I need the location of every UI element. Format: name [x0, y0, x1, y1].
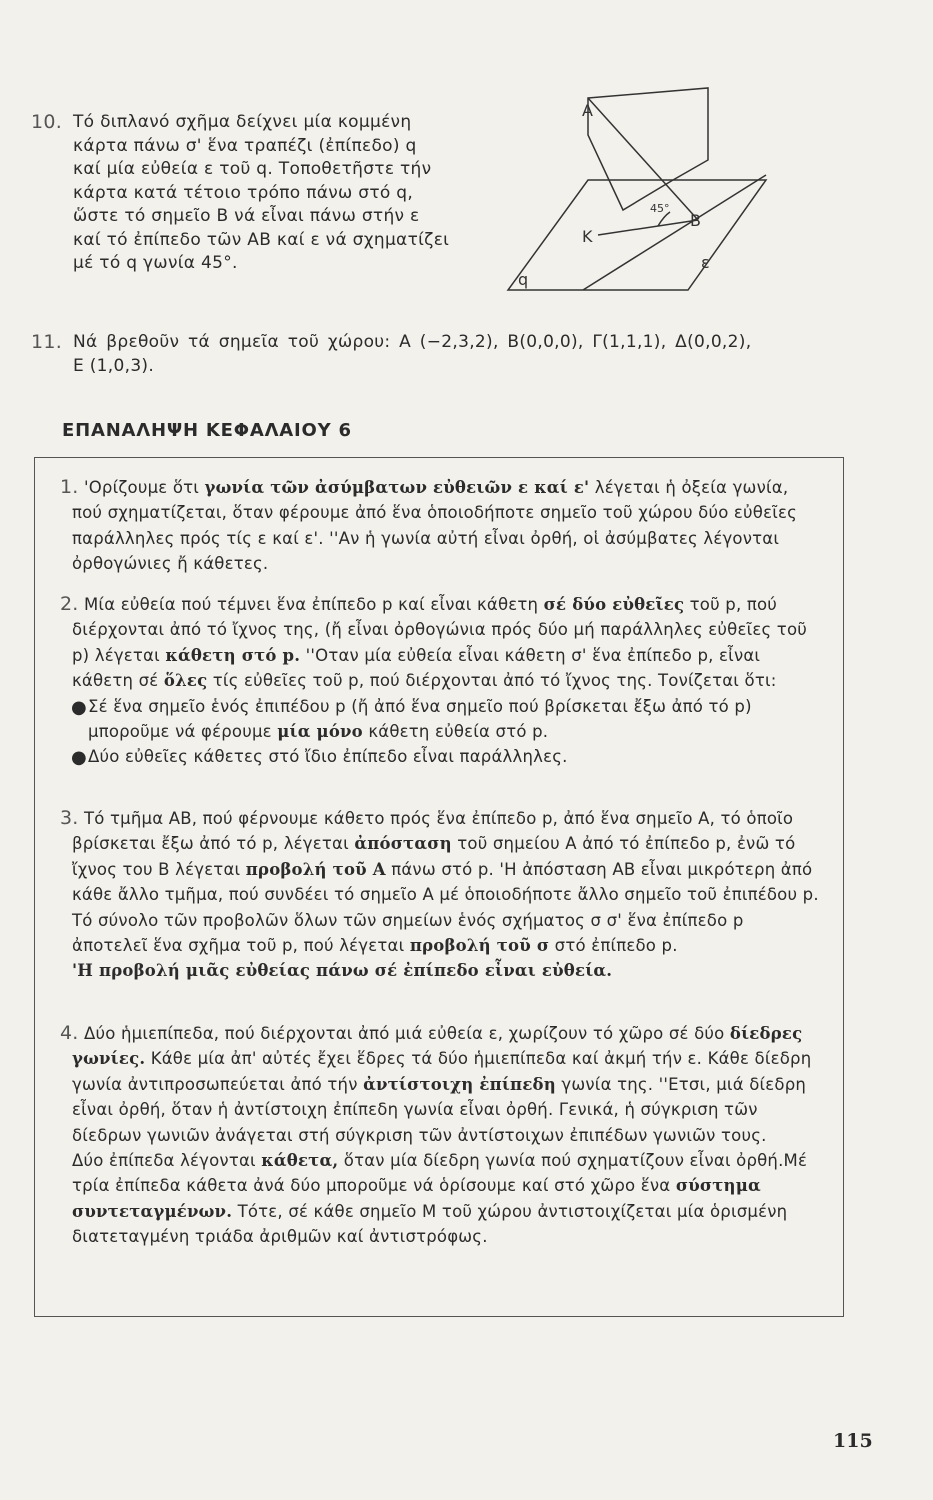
table-plane-q — [508, 180, 766, 290]
segment-ab — [588, 98, 698, 220]
bold-term: κάθετα, — [261, 1151, 339, 1171]
label-angle: 45° — [650, 202, 670, 215]
exercise-line: Νά βρεθοῦν τά σημεῖα τοῦ χώρου: Α (−2,3,2), Β(0,0,0), Γ(1,1,1), Δ(0,0,2), — [73, 332, 752, 352]
exercise-10 — [31, 111, 483, 276]
bold-term: κάθετη στό p. — [165, 645, 301, 665]
label-q: q — [518, 270, 529, 289]
bold-term: σύστημα συντεταγμένων. — [72, 1176, 761, 1221]
review-item-number: 1. — [60, 476, 79, 498]
exercise-11 — [31, 331, 848, 378]
bold-term: ὅλες — [163, 671, 208, 691]
review-paragraph — [72, 958, 822, 983]
review-paragraph: Τό σύνολο τῶν προβολῶν ὅλων τῶν σημείων ἑνός σχήματος σ σ' ἕνα ἐπίπεδο p ἀποτελεῖ ἕνα σχῆμα τοῦ p, πού λέγεται προβολή τοῦ σ στό ἐπίπεδο p. — [72, 910, 744, 956]
bold-term: ἀντίστοιχη ἐπίπεδη — [363, 1074, 556, 1094]
review-paragraph: Δύο ἐπίπεδα λέγονται κάθετα, ὅταν μία δίεδρη γωνία πού σχηματίζουν εἶναι ὀρθή.Μέ τρία ἐπίπεδα κάθετα ἀνά δύο μποροῦμε νά ὁρίσουμε καί στό χῶρο ἕνα σύστημα συντεταγμένων. Τότε, σέ κάθε σημεῖο Μ τοῦ χώρου ἀντιστοιχίζεται μία ὁρισμένη διατεταγμένη τριάδα ἀριθμῶν καί ἀντιστρόφως. — [72, 1151, 808, 1247]
review-item-2 — [60, 592, 822, 770]
bold-term: προβολή τοῦ σ — [409, 936, 550, 956]
review-paragraph: Δύο ἡμιεπίπεδα, πού διέρχονται ἀπό μιά εὐθεία ε, χωρίζουν τό χῶρο σέ δύο δίεδρες γωνίες. Κάθε μία ἀπ' αὐτές ἔχει ἕδρες τά δύο ἡμιεπίπεδα καί ἀκμή τήν ε. Κάθε δίεδρη γωνία ἀντιπροσωπεύεται ἀπό τήν ἀντίστοιχη ἐπίπεδη γωνία της. ''Ετσι, μιά δίεδρη εἶναι ὀρθή, ὅταν ἡ ἀντίστοιχη ἐπίπεδη γωνία εἶναι ὀρθή. Γενικά, ἡ σύγκριση τῶν δίεδρων γωνιῶν ἀνάγεται στή σύγκριση τῶν ἀντίστοιχων ἐπιπέδων γωνιῶν τους. — [72, 1024, 812, 1145]
cut-card — [588, 88, 708, 210]
exercise-number: 11. — [31, 331, 63, 353]
exercise-line: κάρτα κατά τέτοιο τρόπο πάνω στό q, — [73, 182, 414, 203]
bullet-dot-icon: ● — [71, 747, 87, 769]
review-item-3 — [60, 806, 822, 984]
review-item-1 — [60, 475, 822, 577]
exercise-number: 10. — [31, 111, 63, 133]
label-k: K — [582, 227, 593, 246]
label-e: ε — [701, 253, 710, 272]
exercise-line: κάρτα πάνω σ' ἕνα τραπέζι (ἐπίπεδο) q — [73, 135, 417, 156]
review-paragraph: Τό τμῆμα ΑΒ, πού φέρνουμε κάθετο πρός ἕνα ἐπίπεδο p, ἀπό ἕνα σημεῖο Α, τό ὁποῖο βρίσκεται ἔξω ἀπό τό p, λέγεται ἀπόσταση τοῦ σημείου Α ἀπό τό ἐπίπεδο p, ἐνῶ τό ἴχνος του Β λέγεται προβολή τοῦ Α πάνω στό p. 'Η ἀπόσταση ΑΒ εἶναι μικρότερη ἀπό κάθε ἄλλο τμῆμα, πού συνδέει τό σημεῖο Α μέ ὁποιοδήποτε ἄλλο σημεῖο τοῦ ἐπιπέδου p. — [72, 809, 819, 905]
bold-term: μία μόνο — [277, 722, 363, 742]
bold-term: ἀπόσταση — [354, 834, 452, 854]
exercise-line: καί τό ἐπίπεδο τῶν ΑΒ καί ε νά σχηματίζει — [73, 229, 450, 250]
exercise-line: μέ τό q γωνία 45°. — [73, 253, 238, 273]
bold-term: δίεδρες γωνίες. — [72, 1024, 803, 1069]
page-number: 115 — [833, 1430, 873, 1452]
label-a: A — [582, 101, 593, 120]
bold-term: γωνία τῶν ἀσύμβατων εὐθειῶν ε καί ε' — [204, 478, 590, 497]
bold-term: προβολή τοῦ Α — [245, 859, 386, 879]
exercise-line: Τό διπλανό σχῆμα δείχνει μία κομμένη — [73, 112, 412, 132]
review-item-number: 2. — [60, 593, 79, 615]
bullet-item: ● Δύο εὐθεῖες κάθετες στό ἴδιο ἐπίπεδο εἶναι παράλληλες. — [72, 744, 822, 769]
review-item-4 — [60, 1021, 822, 1250]
bullet-item: ● Σέ ἕνα σημεῖο ἑνός ἐπιπέδου p (ἤ ἀπό ἕνα σημεῖο πού βρίσκεται ἔξω ἀπό τό p) μποροῦμε νά φέρουμε μία μόνο κάθετη εὐθεία στό p. — [71, 696, 752, 742]
chapter-review-title: ΕΠΑΝΑΛΗΨΗ ΚΕΦΑΛΑΙΟΥ 6 — [62, 420, 352, 441]
review-item-number: 3. — [60, 807, 79, 829]
bold-statement: 'Η προβολή μιᾶς εὐθείας πάνω σέ ἐπίπεδο εἶναι εὐθεία. — [72, 961, 613, 981]
exercise-line: Ε (1,0,3). — [73, 355, 155, 376]
label-b: B — [690, 211, 701, 230]
review-item-number: 4. — [60, 1022, 79, 1044]
card-on-table-figure — [498, 80, 768, 300]
exercise-line: ὥστε τό σημεῖο Β νά εἶναι πάνω στήν ε — [73, 206, 420, 226]
review-paragraph: 'Ορίζουμε ὅτι γωνία τῶν ἀσύμβατων εὐθειῶν ε καί ε' λέγεται ἡ ὀξεία γωνία, πού σχηματίζεται, ὅταν φέρουμε ἀπό ἕνα ὁποιοδήποτε σημεῖο τοῦ χώρου δύο εὐθεῖες παράλληλες πρός τίς ε καί ε'. ''Αν ἡ γωνία αὐτή εἶναι ὀρθή, οἱ ἀσύμβατες λέγονται ὀρθογώνιες ἤ κάθετες. — [72, 478, 798, 574]
review-paragraph: Μία εὐθεία πού τέμνει ἕνα ἐπίπεδο p καί εἶναι κάθετη σέ δύο εὐθεῖες τοῦ p, πού διέρχονται ἀπό τό ἴχνος της, (ἤ εἶναι ὀρθογώνια πρός δύο μή παράλληλες εὐθεῖες τοῦ p) λέγεται κάθετη στό p. ''Οταν μία εὐθεία εἶναι κάθετη σ' ἕνα ἐπίπεδο p, εἶναι κάθετη σέ ὅλες τίς εὐθεῖες τοῦ p, πού διέρχονται ἀπό τό ἴχνος της. Τονίζεται ὅτι: — [72, 595, 807, 691]
bold-term: σέ δύο εὐθεῖες — [543, 595, 685, 614]
exercise-line: καί μία εὐθεία ε τοῦ q. Τοποθετῆστε τήν — [73, 159, 432, 179]
bullet-dot-icon: ● — [71, 696, 87, 718]
